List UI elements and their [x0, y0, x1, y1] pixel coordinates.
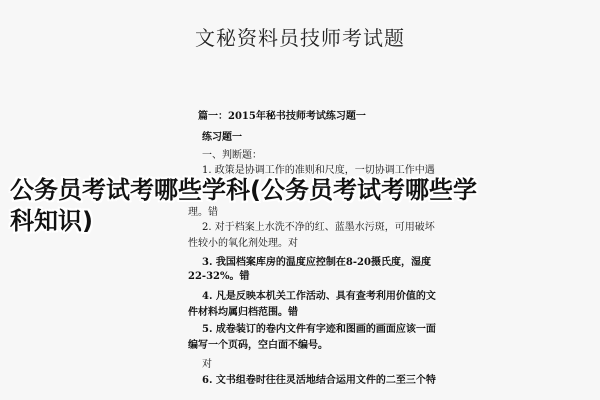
- document-line: 一、判断题：: [202, 150, 262, 161]
- document-line: 件材料均属归档范围。错: [188, 307, 298, 318]
- document-line: 6. 文书组卷时往往灵活地结合运用文件的二至三个特: [202, 375, 436, 386]
- document-line: 练习题一: [202, 132, 242, 143]
- document-title: 文秘资料员技师考试题: [195, 26, 405, 50]
- document-line: 理。错: [188, 207, 218, 218]
- document-line: 编写一个页码，空白面不编号。: [188, 340, 328, 351]
- overlay-caption-line: 公务员考试考哪些学科(公务员考试考哪些学: [10, 176, 477, 204]
- document-line: 22-32%。错: [188, 271, 250, 282]
- document-line: 1. 政策是协调工作的准则和尺度，一切协调工作中遇: [202, 165, 435, 176]
- document-line: 5. 成卷装订的卷内文件有字迹和图画的画面应该一面: [202, 324, 436, 335]
- document-line: 4. 凡是反映本机关工作活动、具有查考利用价值的文: [202, 291, 436, 302]
- document-line: 3. 我国档案库房的温度应控制在8-20摄氏度，湿度: [202, 257, 431, 268]
- document-line: 2. 对于档案上水洗不净的红、蓝墨水污斑，可用破坏: [202, 222, 435, 233]
- document-line: 性较小的氧化剂处理。对: [188, 238, 298, 249]
- document-line: 对: [202, 359, 212, 370]
- overlay-caption-line: 科知识): [10, 207, 93, 235]
- document-line: 篇一：2015年秘书技师考试练习题一: [198, 111, 366, 122]
